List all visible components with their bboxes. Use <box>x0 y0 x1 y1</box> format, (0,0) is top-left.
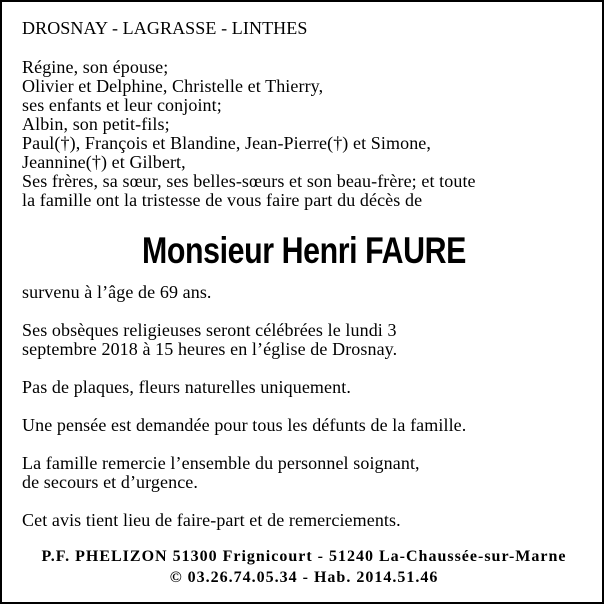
family-line: Paul(†), François et Blandine, Jean-Pierre(†) et Simone, <box>22 133 431 153</box>
thanks-line: de secours et d’urgence. <box>22 472 198 492</box>
funeral-home-footer <box>22 546 586 588</box>
thanks-line: La famille remercie l’ensemble du personnel soignant, <box>22 453 420 473</box>
funeral-home-contact: © 03.26.74.05.34 - Hab. 2014.51.46 <box>169 569 439 586</box>
thought-note: Une pensée est demandée pour tous les défunts de la famille. <box>22 415 467 435</box>
funeral-home-name: P.F. PHELIZON 51300 Frignicourt - 51240 La-Chaussée-sur-Marne <box>41 548 567 565</box>
ceremony-line: septembre 2018 à 15 heures en l’église de Drosnay. <box>22 339 398 359</box>
family-line: la famille ont la tristesse de vous faire part du décès de <box>22 190 423 210</box>
family-line: Albin, son petit-fils; <box>22 114 170 134</box>
family-line: Ses frères, sa sœur, ses belles-sœurs et son beau-frère; et toute <box>22 171 476 191</box>
family-announcement <box>22 58 586 210</box>
age-line: survenu à l’âge de 69 ans. <box>22 282 212 302</box>
locality-heading: DROSNAY - LAGRASSE - LINTHES <box>22 18 308 38</box>
closing-note: Cet avis tient lieu de faire-part et de remerciements. <box>22 510 401 530</box>
ceremony-details <box>22 321 586 359</box>
obituary-notice <box>22 19 586 588</box>
family-line: Régine, son épouse; <box>22 57 169 77</box>
family-line: ses enfants et leur conjoint; <box>22 95 222 115</box>
flowers-note: Pas de plaques, fleurs naturelles uniquement. <box>22 377 351 397</box>
family-line: Olivier et Delphine, Christelle et Thierry, <box>22 76 324 96</box>
thanks-note <box>22 454 586 492</box>
deceased-name: Monsieur Henri FAURE <box>142 230 466 271</box>
ceremony-line: Ses obsèques religieuses seront célébrées le lundi 3 <box>22 320 397 340</box>
family-line: Jeannine(†) et Gilbert, <box>22 152 186 172</box>
